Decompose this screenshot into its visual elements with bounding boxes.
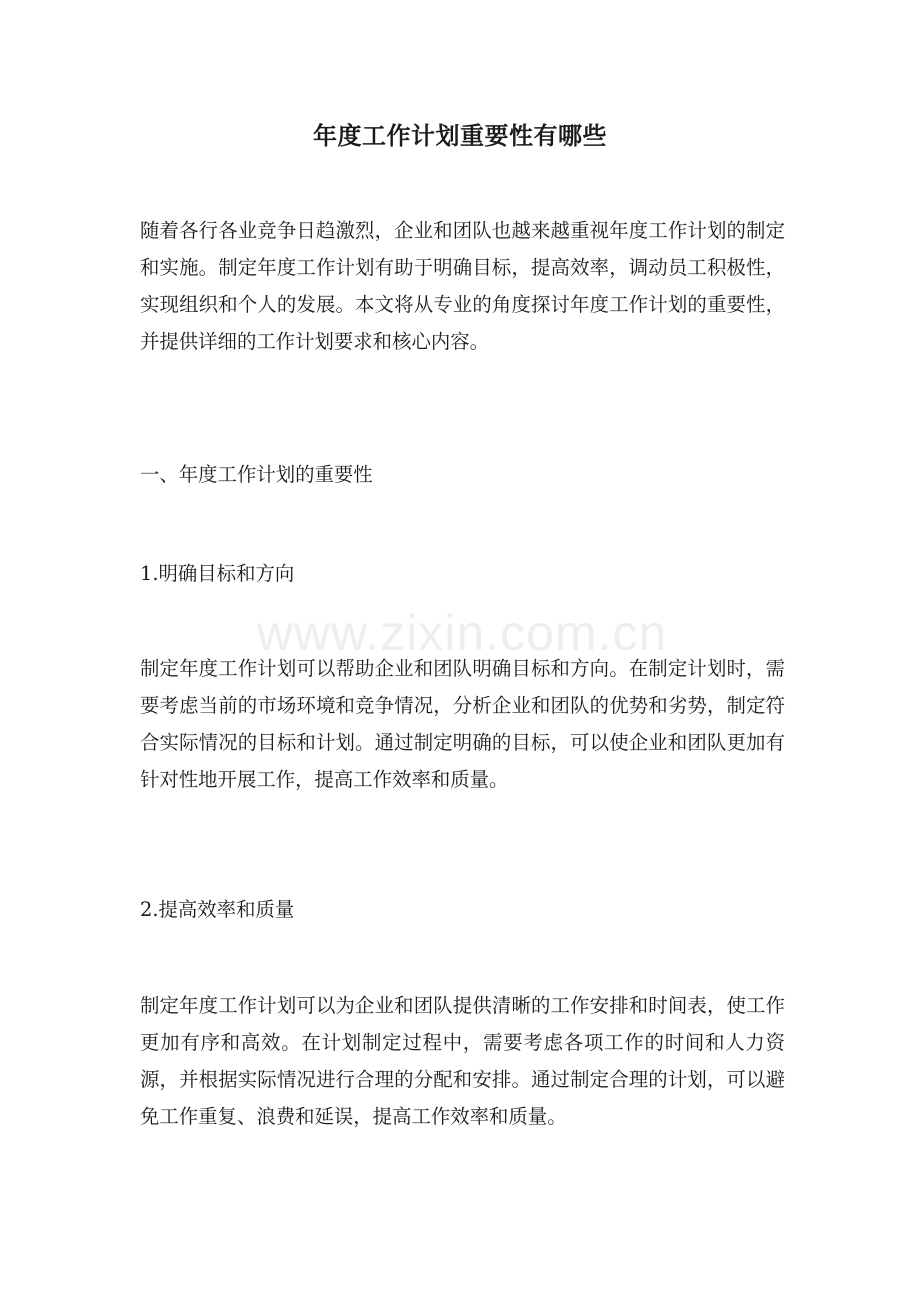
subsection-body-2: 制定年度工作计划可以为企业和团队提供清晰的工作安排和时间表，使工作更加有序和高效。在计划制定过程中，需要考虑各项工作的时间和人力资源，并根据实际情况进行合理的分配和安排。通过制定合理的计划，可以避免工作重复、浪费和延误，提高工作效率和质量。 <box>140 994 785 1128</box>
watermark: www.zixin.com.cn <box>256 605 668 661</box>
section-heading: 一、年度工作计划的重要性 <box>140 463 373 486</box>
intro-paragraph: 随着各行各业竞争日趋激烈，企业和团队也越来越重视年度工作计划的制定和实施。制定年度工作计划有助于明确目标，提高效率，调动员工积极性，实现组织和个人的发展。本文将从专业的角度探讨年度工作计划的重要性，并提供详细的工作计划要求和核心内容。 <box>140 219 785 353</box>
document-title: 年度工作计划重要性有哪些 <box>313 122 607 150</box>
subsection-heading-2: 2.提高效率和质量 <box>140 898 295 921</box>
subsection-heading-1: 1.明确目标和方向 <box>140 562 295 585</box>
subsection-body-1: 制定年度工作计划可以帮助企业和团队明确目标和方向。在制定计划时，需要考虑当前的市场环境和竞争情况，分析企业和团队的优势和劣势，制定符合实际情况的目标和计划。通过制定明确的目标，可以使企业和团队更加有针对性地开展工作，提高工作效率和质量。 <box>140 657 785 791</box>
